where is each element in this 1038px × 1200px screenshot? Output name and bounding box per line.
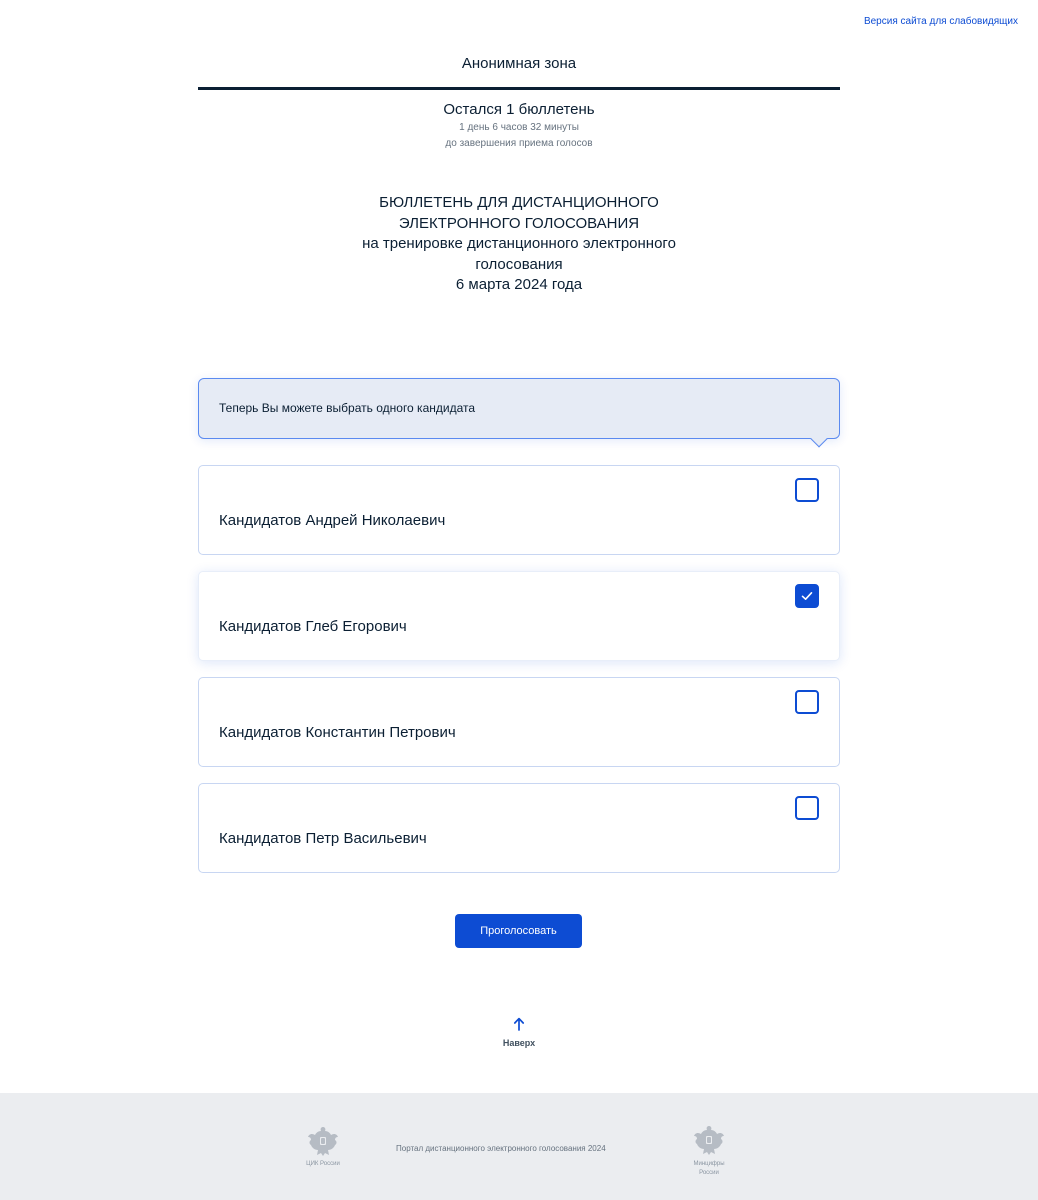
candidate-option[interactable]: [198, 677, 840, 767]
ballots-left-text: Остался 1 бюллетень: [443, 101, 595, 118]
back-to-top-label: Наверх: [502, 1038, 536, 1048]
ballot-heading-line: ЭЛЕКТРОННОГО ГОЛОСОВАНИЯ: [398, 214, 640, 232]
candidate-option[interactable]: [198, 465, 840, 555]
ballot-date: 6 марта 2024 года: [455, 276, 583, 293]
time-left-caption: до завершения приема голосов: [445, 138, 593, 149]
candidate-option-selected[interactable]: [198, 571, 840, 661]
footer: [0, 1093, 1038, 1200]
arrow-up-icon: [512, 1016, 526, 1032]
emblem-icon: [305, 1123, 341, 1159]
ballot-heading-line: на тренировке дистанционного электронного: [362, 235, 676, 252]
portal-text: Портал дистанционного электронного голосования 2024: [396, 1144, 606, 1153]
candidate-checkbox[interactable]: [795, 690, 819, 714]
mincifry-logo[interactable]: [686, 1123, 732, 1177]
ballot-heading-line: голосования: [475, 255, 563, 273]
cik-caption: ЦИК России: [306, 1161, 340, 1167]
back-to-top-button[interactable]: [469, 1016, 569, 1056]
accessibility-version-link[interactable]: Версия сайта для слабовидящих: [863, 16, 1018, 27]
candidate-name: Кандидатов Глеб Егорович: [219, 618, 407, 635]
check-icon: [800, 589, 814, 603]
candidate-name: Кандидатов Константин Петрович: [219, 724, 456, 741]
cik-logo[interactable]: [300, 1123, 346, 1168]
candidate-name: Кандидатов Петр Васильевич: [219, 830, 427, 847]
mincifry-caption: России: [699, 1170, 719, 1176]
selection-hint: [198, 378, 840, 439]
vote-button[interactable]: Проголосовать: [455, 914, 582, 948]
candidate-checkbox[interactable]: [795, 478, 819, 502]
candidate-option[interactable]: [198, 783, 840, 873]
zone-divider: [198, 87, 840, 90]
zone-title: Анонимная зона: [461, 55, 577, 72]
time-left-text: 1 день 6 часов 32 минуты: [459, 122, 579, 133]
candidate-checkbox-checked[interactable]: [795, 584, 819, 608]
emblem-icon: [691, 1123, 727, 1159]
hint-pointer: [811, 431, 828, 448]
candidate-checkbox[interactable]: [795, 796, 819, 820]
candidate-name: Кандидатов Андрей Николаевич: [219, 512, 446, 529]
ballot-heading-line: БЮЛЛЕТЕНЬ ДЛЯ ДИСТАНЦИОННОГО: [379, 194, 659, 211]
selection-hint-text: Теперь Вы можете выбрать одного кандидата: [219, 401, 476, 415]
ballot-heading: [0, 193, 1038, 296]
mincifry-caption: Минцифры: [693, 1161, 725, 1167]
